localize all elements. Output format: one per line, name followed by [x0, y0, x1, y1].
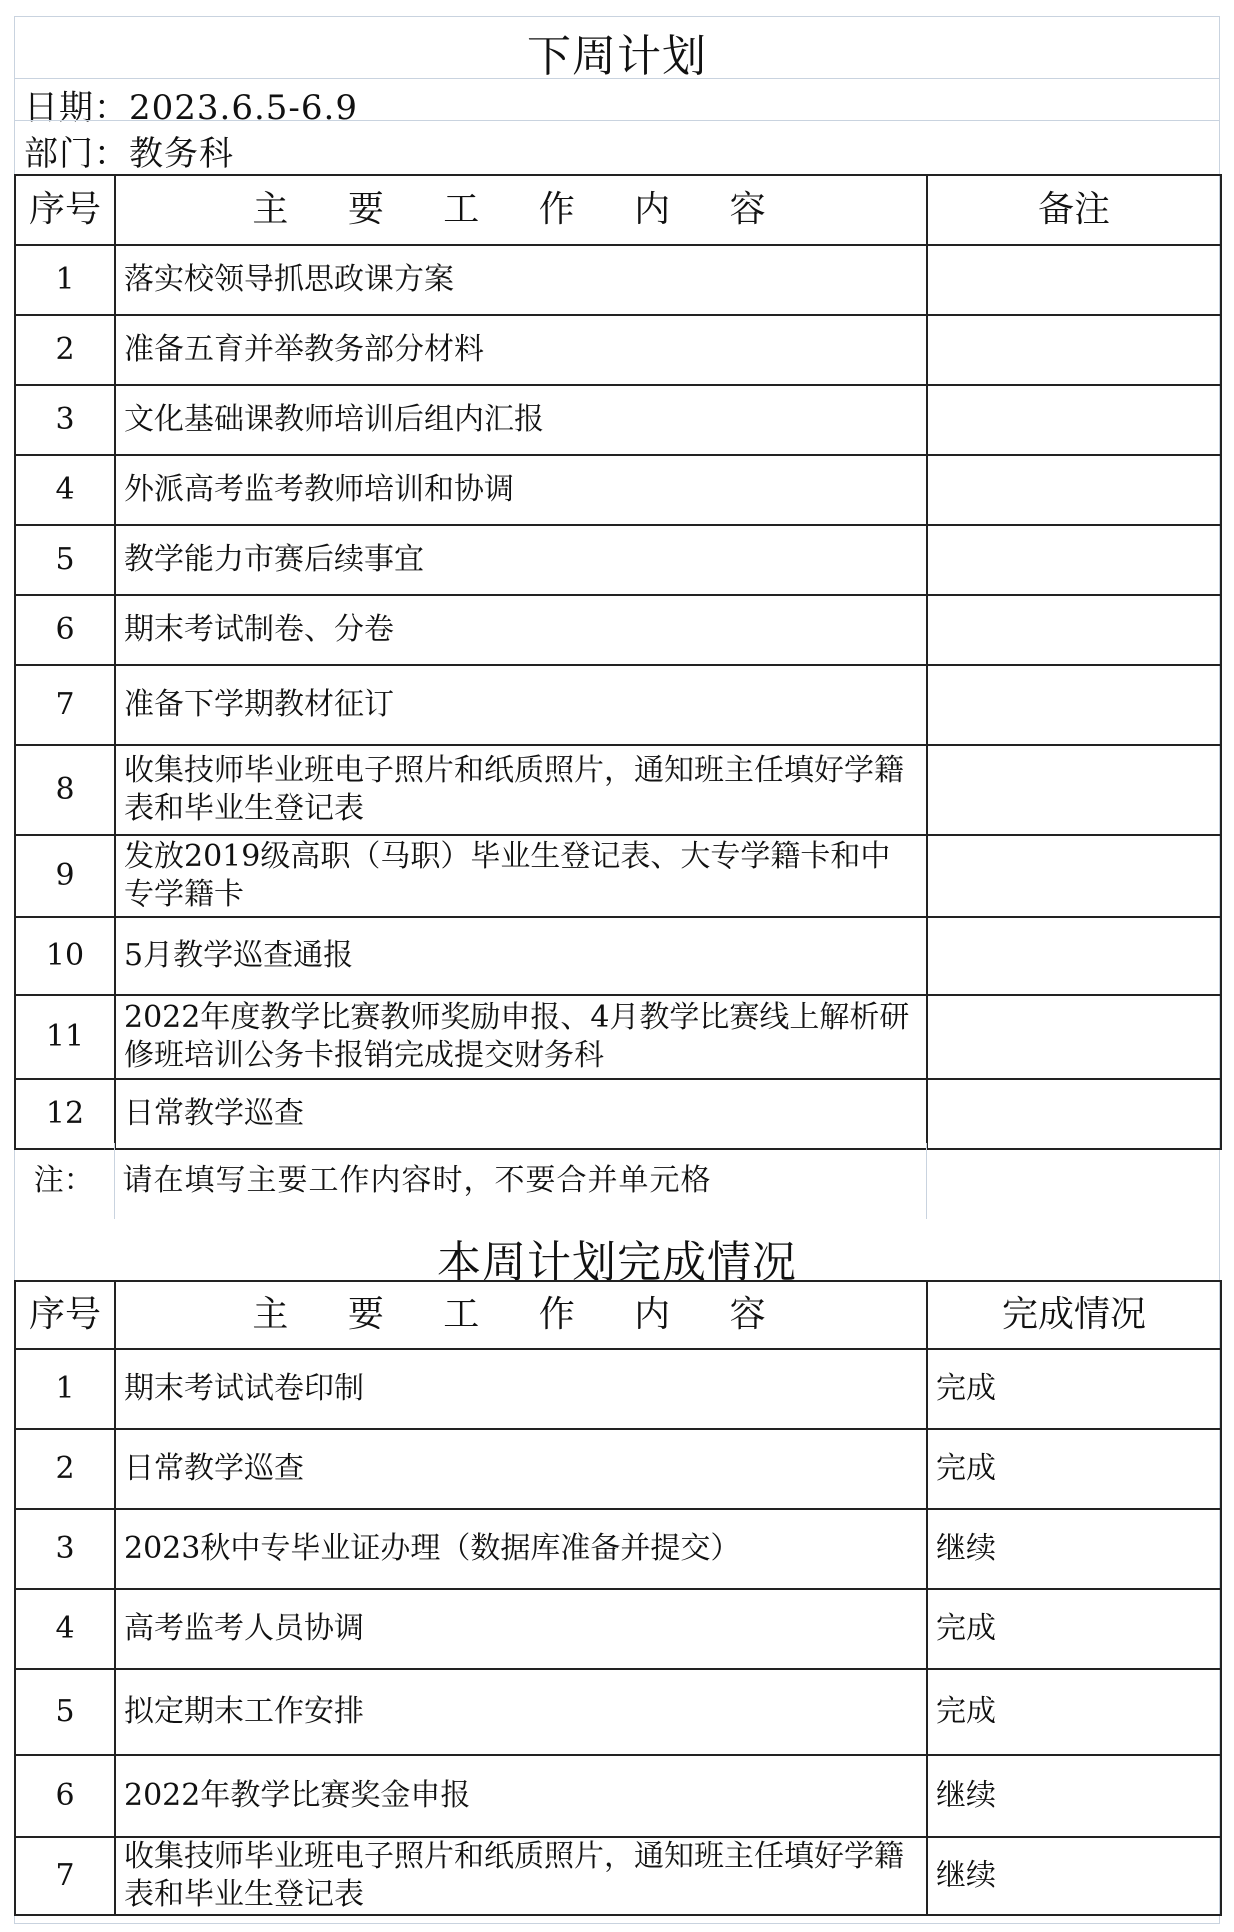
note-text: 请在填写主要工作内容时，不要合并单元格: [114, 1143, 926, 1219]
row-content: 高考监考人员协调: [115, 1589, 927, 1669]
row-status: 完成: [927, 1429, 1221, 1509]
row-content: 发放2019级高职（马职）毕业生登记表、大专学籍卡和中专学籍卡: [115, 835, 927, 917]
row-number: 11: [15, 995, 115, 1079]
row-number: 9: [15, 835, 115, 917]
divider: [14, 78, 1220, 79]
row-number: 3: [15, 385, 115, 455]
row-number: 1: [15, 1349, 115, 1429]
row-number: 7: [15, 1837, 115, 1915]
row-remark: [927, 745, 1221, 835]
row-content: 收集技师毕业班电子照片和纸质照片，通知班主任填好学籍表和毕业生登记表: [115, 1837, 927, 1915]
table-row: [15, 385, 1221, 455]
next-week-table: [14, 174, 1222, 1150]
row-status: 继续: [927, 1837, 1221, 1915]
table-row: [15, 315, 1221, 385]
table-row: [15, 835, 1221, 917]
table-row: [15, 995, 1221, 1079]
table-row: [15, 595, 1221, 665]
row-content: 外派高考监考教师培训和协调: [115, 455, 927, 525]
header-remark: 备注: [927, 175, 1221, 245]
row-content: 文化基础课教师培训后组内汇报: [115, 385, 927, 455]
row-status: 完成: [927, 1349, 1221, 1429]
row-content: 2022年教学比赛奖金申报: [115, 1755, 927, 1837]
note-row: [14, 1143, 1220, 1219]
row-content: 准备下学期教材征订: [115, 665, 927, 745]
row-content: 落实校领导抓思政课方案: [115, 245, 927, 315]
header-status: 完成情况: [927, 1281, 1221, 1349]
row-remark: [927, 835, 1221, 917]
table-header-row: [15, 175, 1221, 245]
row-content: 期末考试试卷印制: [115, 1349, 927, 1429]
row-content: 2022年度教学比赛教师奖励申报、4月教学比赛线上解析研修班培训公务卡报销完成提交财务科: [115, 995, 927, 1079]
header-content: 主 要 工 作 内 容: [115, 1281, 927, 1349]
row-status: 继续: [927, 1509, 1221, 1589]
table-row: [15, 1429, 1221, 1509]
row-remark: [927, 245, 1221, 315]
this-week-title: 本周计划完成情况: [437, 1237, 797, 1288]
this-week-table: [14, 1280, 1222, 1916]
row-remark: [927, 995, 1221, 1079]
row-number: 2: [15, 315, 115, 385]
row-number: 4: [15, 1589, 115, 1669]
table-row: [15, 455, 1221, 525]
row-remark: [927, 595, 1221, 665]
row-number: 3: [15, 1509, 115, 1589]
row-status: 完成: [927, 1669, 1221, 1755]
row-content: 期末考试制卷、分卷: [115, 595, 927, 665]
row-number: 1: [15, 245, 115, 315]
row-remark: [927, 315, 1221, 385]
row-content: 5月教学巡查通报: [115, 917, 927, 995]
row-number: 4: [15, 455, 115, 525]
row-number: 8: [15, 745, 115, 835]
table-row: [15, 1837, 1221, 1915]
row-content: 教学能力市赛后续事宜: [115, 525, 927, 595]
row-content: 准备五育并举教务部分材料: [115, 315, 927, 385]
table-row: [15, 1349, 1221, 1429]
row-number: 7: [15, 665, 115, 745]
row-remark: [927, 525, 1221, 595]
row-content: 2023秋中专毕业证办理（数据库准备并提交）: [115, 1509, 927, 1589]
row-number: 2: [15, 1429, 115, 1509]
table-row: [15, 245, 1221, 315]
divider: [14, 120, 1220, 121]
header-num: 序号: [15, 175, 115, 245]
table-row: [15, 1589, 1221, 1669]
date-line: 日期：2023.6.5-6.9: [24, 88, 358, 128]
row-status: 完成: [927, 1589, 1221, 1669]
table-row: [15, 1669, 1221, 1755]
row-number: 6: [15, 595, 115, 665]
row-status: 继续: [927, 1755, 1221, 1837]
row-content: 日常教学巡查: [115, 1079, 927, 1149]
row-content: 收集技师毕业班电子照片和纸质照片，通知班主任填好学籍表和毕业生登记表: [115, 745, 927, 835]
row-content: 日常教学巡查: [115, 1429, 927, 1509]
table-row: [15, 525, 1221, 595]
header-num: 序号: [15, 1281, 115, 1349]
row-remark: [927, 665, 1221, 745]
row-content: 拟定期末工作安排: [115, 1669, 927, 1755]
table-row: [15, 917, 1221, 995]
table-row: [15, 745, 1221, 835]
table-header-row: [15, 1281, 1221, 1349]
row-number: 6: [15, 1755, 115, 1837]
row-remark: [927, 455, 1221, 525]
row-number: 10: [15, 917, 115, 995]
row-remark: [927, 917, 1221, 995]
header-content: 主 要 工 作 内 容: [115, 175, 927, 245]
row-remark: [927, 1079, 1221, 1149]
table-row: [15, 1079, 1221, 1149]
table-row: [15, 1509, 1221, 1589]
table-row: [15, 665, 1221, 745]
row-remark: [927, 385, 1221, 455]
row-number: 12: [15, 1079, 115, 1149]
note-table: [14, 1143, 1220, 1219]
department-line: 部门：教务科: [24, 134, 234, 174]
note-label: 注：: [14, 1143, 114, 1219]
next-week-title: 下周计划: [527, 31, 707, 82]
table-row: [15, 1755, 1221, 1837]
note-empty-cell: [926, 1143, 1220, 1219]
row-number: 5: [15, 525, 115, 595]
row-number: 5: [15, 1669, 115, 1755]
